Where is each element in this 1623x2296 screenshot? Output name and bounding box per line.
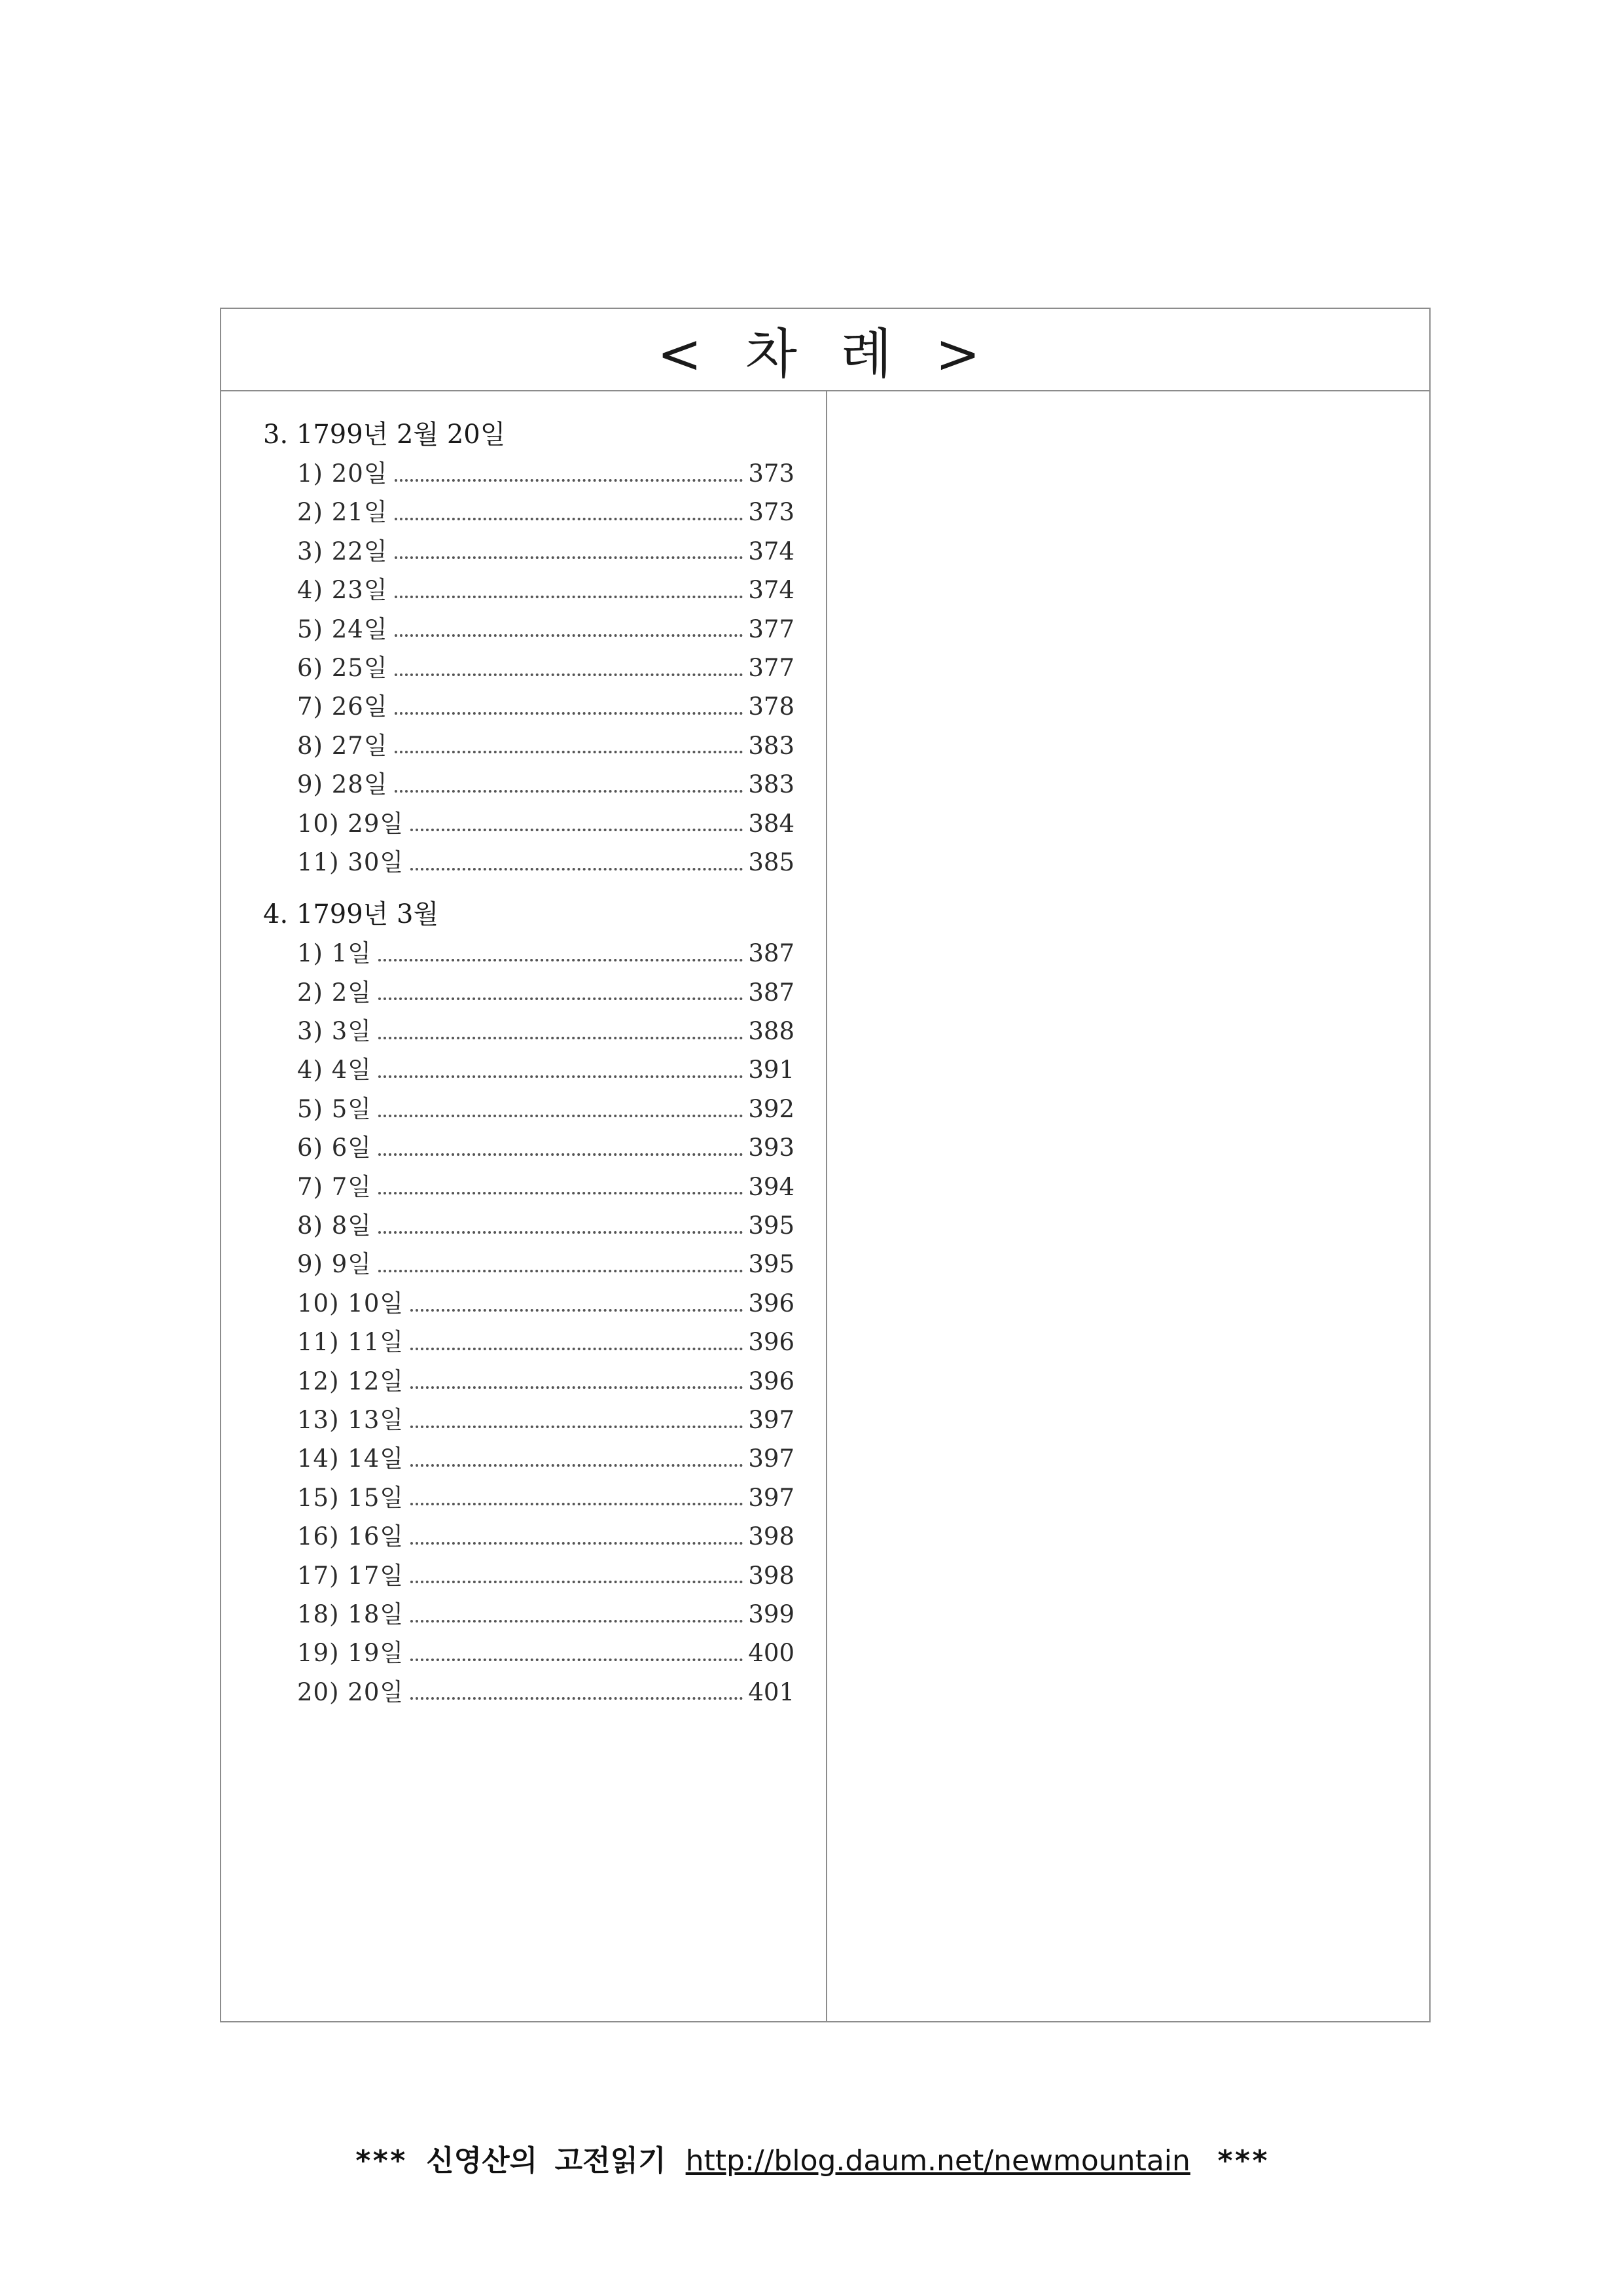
toc-entry[interactable] (263, 1168, 794, 1206)
toc-leader-dots (395, 596, 743, 598)
toc-entry-label: 7) 7일 (297, 1172, 372, 1201)
toc-leader-dots (410, 1464, 743, 1467)
toc-entry-page: 393 (748, 1134, 794, 1162)
toc-entry-label: 9) 28일 (297, 770, 388, 799)
toc-entry-label: 15) 15일 (297, 1483, 404, 1512)
toc-leader-dots (395, 479, 743, 482)
toc-entry[interactable] (263, 1362, 794, 1401)
toc-entry-label: 9) 9일 (297, 1250, 372, 1279)
toc-entry-label: 7) 26일 (297, 692, 388, 721)
toc-entry-page: 398 (748, 1561, 794, 1590)
column-divider (826, 391, 827, 2021)
toc-entry[interactable] (263, 1090, 794, 1128)
toc-entry[interactable] (263, 610, 794, 649)
toc-entry-label: 20) 20일 (297, 1677, 404, 1706)
toc-entry-label: 8) 27일 (297, 731, 388, 760)
toc-leader-dots (378, 1153, 743, 1156)
toc-entry-label: 8) 8일 (297, 1211, 372, 1240)
toc-entry-page: 395 (748, 1250, 794, 1279)
toc-leader-dots (410, 1697, 743, 1700)
toc-entry-page: 400 (748, 1639, 794, 1668)
toc-body (221, 391, 1429, 2021)
toc-entry-page: 388 (748, 1017, 794, 1046)
toc-entry-label: 18) 18일 (297, 1600, 404, 1628)
toc-entry-label: 13) 13일 (297, 1405, 404, 1434)
toc-entry[interactable] (263, 454, 794, 493)
toc-entry-page: 378 (748, 692, 794, 721)
toc-leader-dots (395, 518, 743, 520)
toc-entry-label: 11) 30일 (297, 848, 404, 876)
toc-entry-page: 396 (748, 1289, 794, 1318)
toc-entry-label: 17) 17일 (297, 1561, 404, 1590)
toc-entry[interactable] (263, 1050, 794, 1089)
toc-leader-dots (395, 712, 743, 715)
toc-entry-page: 387 (748, 939, 794, 968)
footer-stars-right: *** (1216, 2144, 1269, 2178)
toc-leader-dots (378, 1115, 743, 1117)
toc-entry-label: 16) 16일 (297, 1522, 404, 1551)
toc-entry[interactable] (263, 571, 794, 609)
toc-entry-label: 12) 12일 (297, 1367, 404, 1395)
toc-leader-dots (378, 1270, 743, 1272)
toc-entry[interactable] (263, 1517, 794, 1556)
toc-left-column (263, 415, 794, 1712)
toc-entry[interactable] (263, 649, 794, 687)
toc-entry-page: 373 (748, 459, 794, 488)
page-footer (0, 2137, 1623, 2179)
toc-leader-dots (410, 1503, 743, 1505)
toc-entry[interactable] (263, 765, 794, 804)
toc-entry[interactable] (263, 532, 794, 571)
toc-leader-dots (410, 1309, 743, 1312)
toc-entry-page: 391 (748, 1056, 794, 1085)
toc-entry-page: 398 (748, 1522, 794, 1551)
footer-stars-left: *** (354, 2144, 407, 2178)
toc-leader-dots (410, 1620, 743, 1623)
toc-entry-label: 5) 24일 (297, 615, 388, 643)
toc-entry-label: 1) 1일 (297, 939, 372, 968)
toc-entry-page: 397 (748, 1483, 794, 1512)
toc-entry-page: 377 (748, 653, 794, 682)
toc-entry-page: 392 (748, 1094, 794, 1123)
toc-entry-label: 1) 20일 (297, 459, 388, 488)
toc-entry-label: 2) 21일 (297, 498, 388, 527)
toc-leader-dots (395, 790, 743, 793)
toc-entry[interactable] (263, 493, 794, 531)
toc-entry-page: 383 (748, 770, 794, 799)
toc-entry-label: 10) 29일 (297, 809, 404, 838)
toc-entry-label: 11) 11일 (297, 1328, 404, 1357)
section-gap (263, 882, 794, 895)
toc-entry-label: 10) 10일 (297, 1289, 404, 1318)
toc-entry[interactable] (263, 973, 794, 1012)
toc-leader-dots (410, 1659, 743, 1661)
toc-leader-dots (410, 1386, 743, 1389)
toc-entry[interactable] (263, 1556, 794, 1595)
toc-entry-label: 6) 25일 (297, 653, 388, 682)
toc-entry[interactable] (263, 1479, 794, 1517)
toc-entry-page: 377 (748, 615, 794, 643)
toc-entry-page: 396 (748, 1328, 794, 1357)
toc-leader-dots (395, 556, 743, 559)
toc-entry-page: 373 (748, 498, 794, 527)
toc-leader-dots (410, 1542, 743, 1545)
toc-leader-dots (378, 1075, 743, 1078)
toc-entry-page: 374 (748, 537, 794, 565)
toc-leader-dots (378, 1192, 743, 1194)
toc-leader-dots (395, 751, 743, 753)
toc-entry-page: 396 (748, 1367, 794, 1395)
toc-entry-page: 384 (748, 809, 794, 838)
toc-entry[interactable] (263, 1673, 794, 1712)
toc-leader-dots (410, 868, 743, 870)
toc-entry-label: 14) 14일 (297, 1444, 404, 1473)
toc-entry-page: 401 (748, 1677, 794, 1706)
toc-entry[interactable] (263, 1323, 794, 1361)
toc-entry-label: 2) 2일 (297, 978, 372, 1007)
toc-entry-page: 387 (748, 978, 794, 1007)
toc-entry[interactable] (263, 1401, 794, 1439)
toc-title: < 차 례 > (221, 309, 1429, 391)
toc-entry-label: 19) 19일 (297, 1639, 404, 1668)
toc-entry-page: 385 (748, 848, 794, 876)
toc-entry[interactable] (263, 1439, 794, 1478)
toc-entry-label: 5) 5일 (297, 1094, 372, 1123)
toc-entry[interactable] (263, 1206, 794, 1245)
toc-entry[interactable] (263, 843, 794, 882)
toc-leader-dots (378, 1231, 743, 1234)
toc-entry[interactable] (263, 726, 794, 765)
toc-leader-dots (378, 959, 743, 961)
toc-entry[interactable] (263, 1284, 794, 1323)
toc-entry-page: 395 (748, 1211, 794, 1240)
footer-blog-name: 신영산의 고전읽기 (426, 2144, 666, 2178)
toc-entry[interactable] (263, 1595, 794, 1634)
toc-entry[interactable] (263, 934, 794, 973)
toc-entry[interactable] (263, 1634, 794, 1672)
table-of-contents (220, 308, 1431, 2022)
toc-leader-dots (378, 997, 743, 1000)
toc-entry-page: 397 (748, 1444, 794, 1473)
toc-section-title: 4. 1799년 3월 (263, 899, 439, 930)
toc-section-title: 3. 1799년 2월 20일 (263, 420, 506, 450)
toc-leader-dots (410, 829, 743, 831)
toc-entry-page: 397 (748, 1405, 794, 1434)
toc-leader-dots (410, 1426, 743, 1428)
toc-entry-label: 4) 23일 (297, 576, 388, 605)
toc-leader-dots (410, 1581, 743, 1583)
footer-blog-link[interactable]: http://blog.daum.net/newmountain (685, 2144, 1190, 2178)
toc-entry-label: 6) 6일 (297, 1134, 372, 1162)
toc-entry-label: 4) 4일 (297, 1056, 372, 1085)
toc-entry[interactable] (263, 1245, 794, 1283)
toc-leader-dots (395, 634, 743, 637)
toc-entry[interactable] (263, 687, 794, 726)
toc-leader-dots (378, 1037, 743, 1039)
toc-entry-page: 394 (748, 1172, 794, 1201)
toc-entry[interactable] (263, 1012, 794, 1050)
toc-leader-dots (410, 1348, 743, 1350)
toc-entry-page: 374 (748, 576, 794, 605)
toc-entry-page: 383 (748, 731, 794, 760)
toc-entry-label: 3) 3일 (297, 1017, 372, 1046)
toc-leader-dots (395, 673, 743, 676)
toc-entry[interactable] (263, 1128, 794, 1167)
toc-entry-page: 399 (748, 1600, 794, 1628)
toc-entry-label: 3) 22일 (297, 537, 388, 565)
toc-entry[interactable] (263, 804, 794, 843)
